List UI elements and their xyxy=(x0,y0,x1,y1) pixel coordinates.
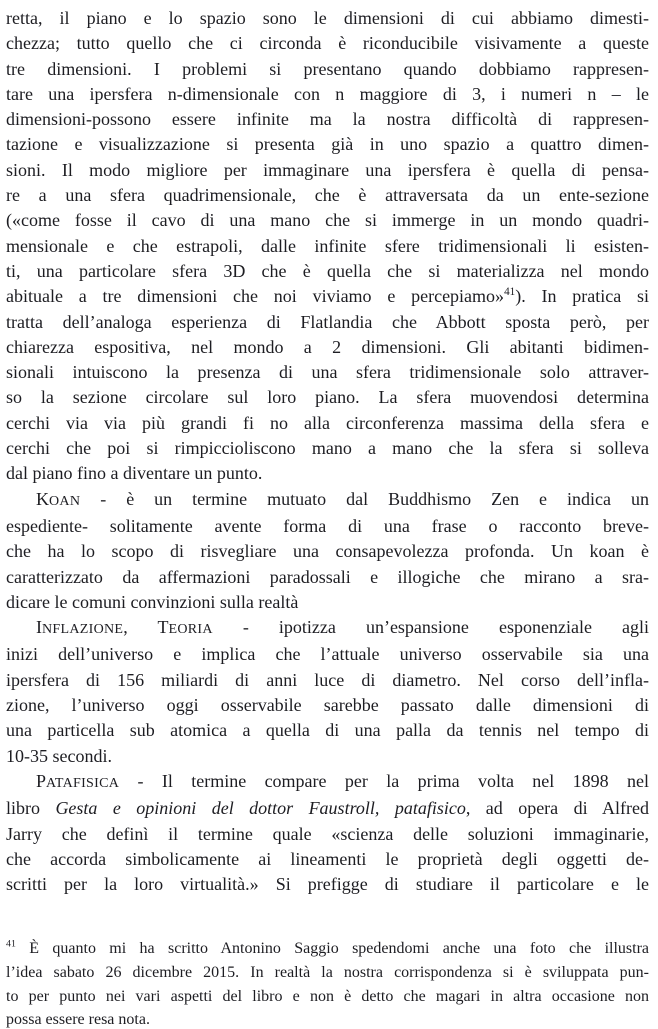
text-line xyxy=(6,847,649,872)
text-run: possa essere resa nota. xyxy=(6,1011,150,1029)
text-line xyxy=(6,615,649,642)
text-run: ti, una particolare sfera 3D che è quella che si materializza nel mondo xyxy=(6,260,649,281)
text-line xyxy=(6,514,649,539)
text-run: ATAFISICA xyxy=(46,774,120,791)
text-run: re a una sfera quadrimensionale, che è attraversata da un ente-sezione xyxy=(6,185,649,206)
text-run: tare una ipersfera n-dimensionale con n maggiore di 3, i numeri n – le xyxy=(6,83,649,104)
text-line xyxy=(6,872,649,897)
text-run: to per punto nei vari aspetti del libro e non è detto che magari in altra occasione non xyxy=(6,987,649,1005)
text-line xyxy=(6,436,649,461)
text-run: , T xyxy=(123,617,169,638)
text-run: caratterizzato da affermazioni paradossali e illogiche che mirano a sra- xyxy=(6,566,649,587)
text-line xyxy=(6,208,649,233)
text-run: - Il termine compare per la prima volta nel 1898 nel xyxy=(119,770,649,791)
text-run: OAN xyxy=(49,492,81,509)
text-run: EORIA xyxy=(168,621,213,638)
text-run: che ha lo scopo di risvegliare una consapevolezza profonda. Un koan è xyxy=(6,541,649,562)
text-run: inizi dell’universo e implica che l’attuale universo osservabile sia una xyxy=(6,644,649,665)
text-line xyxy=(6,822,649,847)
text-line xyxy=(6,335,649,360)
footnote-reference: 41 xyxy=(504,286,516,299)
text-run: chezza; tutto quello che ci circonda è riconducibile visivamente a queste xyxy=(6,33,649,54)
text-line xyxy=(6,718,649,743)
text-line xyxy=(6,107,649,132)
text-run: sioni. Il modo migliore per immaginare una ipersfera è quella di pensa- xyxy=(6,159,649,180)
text-line xyxy=(6,360,649,385)
text-run: cerchi via via più grandi fi no alla circonferenza massima della sfera e xyxy=(6,412,649,433)
text-run: mensionale e che estrapoli, dalle infinite sfere tridimensionali li esisten- xyxy=(6,235,649,256)
text-line xyxy=(6,937,649,961)
footnote-reference: 41 xyxy=(6,939,16,951)
text-line xyxy=(6,132,649,157)
text-line xyxy=(6,259,649,284)
text-run: («come fosse il cavo di una mano che si immerge in un mondo quadri- xyxy=(6,210,649,231)
text-line xyxy=(6,310,649,335)
text-line xyxy=(6,693,649,718)
text-run: libro xyxy=(6,798,56,819)
text-run: cerchi che poi si rimpiccioliscono mano a mano che la sfera si solleva xyxy=(6,438,649,459)
text-run: scritti per la loro virtualità.» Si prefigge di studiare il particolare e le xyxy=(6,874,649,895)
text-line xyxy=(6,744,649,769)
text-line xyxy=(6,57,649,82)
text-line xyxy=(6,642,649,667)
text-run: sionali intuiscono la presenza di una sfera tridimensionale solo attraver- xyxy=(6,362,649,383)
text-run: tre dimensioni. I problemi si presentano quando dobbiamo rappresen- xyxy=(6,58,649,79)
text-run: Jarry che definì il termine quale «scienza delle soluzioni immaginarie, xyxy=(6,823,649,844)
text-line xyxy=(6,461,649,486)
text-run: ). In pratica si xyxy=(515,286,649,307)
text-line xyxy=(6,796,649,821)
text-line xyxy=(6,769,649,796)
text-run: P xyxy=(36,770,47,791)
text-run: tazione e visualizzazione si presenta già in uno spazio a quattro dimen- xyxy=(6,134,649,155)
main-text-block xyxy=(6,6,649,897)
text-line xyxy=(6,183,649,208)
text-run: che accorda simbolicamente ai lineamenti le proprietà degli oggetti de- xyxy=(6,848,649,869)
text-line xyxy=(6,985,649,1009)
text-run: tratta dell’analoga esperienza di Flatlandia che Abbott sposta però, per xyxy=(6,311,649,332)
text-run: dal piano fino a diventare un punto. xyxy=(6,463,263,484)
text-line xyxy=(6,6,649,31)
text-run: so la sezione circolare sul loro piano. La sfera muovendosi determina xyxy=(6,387,649,408)
text-run: Gesta e opinioni del dottor Faustroll, patafisico xyxy=(55,798,466,819)
text-line xyxy=(6,1008,649,1029)
footnote-block xyxy=(6,937,649,1029)
text-run: - è un termine mutuato dal Buddhismo Zen e indica un xyxy=(80,488,649,509)
text-line xyxy=(6,234,649,259)
text-line xyxy=(6,385,649,410)
text-run: NFLAZIONE xyxy=(42,621,124,638)
text-line xyxy=(6,539,649,564)
text-run: ipersfera di 156 miliardi di anni luce di diametro. Nel corso dell’infla- xyxy=(6,669,649,690)
text-run: K xyxy=(36,488,49,509)
text-line xyxy=(6,158,649,183)
text-line xyxy=(6,590,649,615)
text-run: espediente- solitamente avente forma di una frase o racconto breve- xyxy=(6,515,649,536)
text-run: chiarezza espositiva, nel mondo a 2 dimensioni. Gli abitanti bidimen- xyxy=(6,336,649,357)
text-run: I xyxy=(36,617,42,638)
text-run: dicare le comuni convinzioni sulla realtà xyxy=(6,591,299,612)
text-run: È quanto mi ha scritto Antonino Saggio spedendomi anche una foto che illustra xyxy=(15,940,649,958)
text-run: l’idea sabato 26 dicembre 2015. In realtà la nostra corrispondenza si è sviluppata pun- xyxy=(6,963,649,981)
text-line xyxy=(6,284,649,309)
text-run: , ad opera di Alfred xyxy=(465,798,650,819)
text-run: dimensioni-possono essere infinite ma la nostra difficoltà di rappresen- xyxy=(6,109,649,130)
text-run: retta, il piano e lo spazio sono le dimensioni di cui abbiamo dimesti- xyxy=(6,8,649,28)
text-run: 10-35 secondi. xyxy=(6,745,112,766)
text-line xyxy=(6,411,649,436)
text-run: abituale a tre dimensioni che noi viviamo e percepiamo» xyxy=(6,286,505,307)
text-line xyxy=(6,82,649,107)
text-line xyxy=(6,31,649,56)
text-line xyxy=(6,487,649,514)
text-line xyxy=(6,565,649,590)
text-run: zione, l’universo oggi osservabile sarebbe passato dalle dimensioni di xyxy=(6,695,649,716)
text-line xyxy=(6,668,649,693)
text-run: una particella sub atomica a quella di una palla da tennis nel tempo di xyxy=(6,720,649,741)
text-run: - ipotizza un’espansione esponenziale agli xyxy=(212,617,650,638)
text-line xyxy=(6,961,649,985)
